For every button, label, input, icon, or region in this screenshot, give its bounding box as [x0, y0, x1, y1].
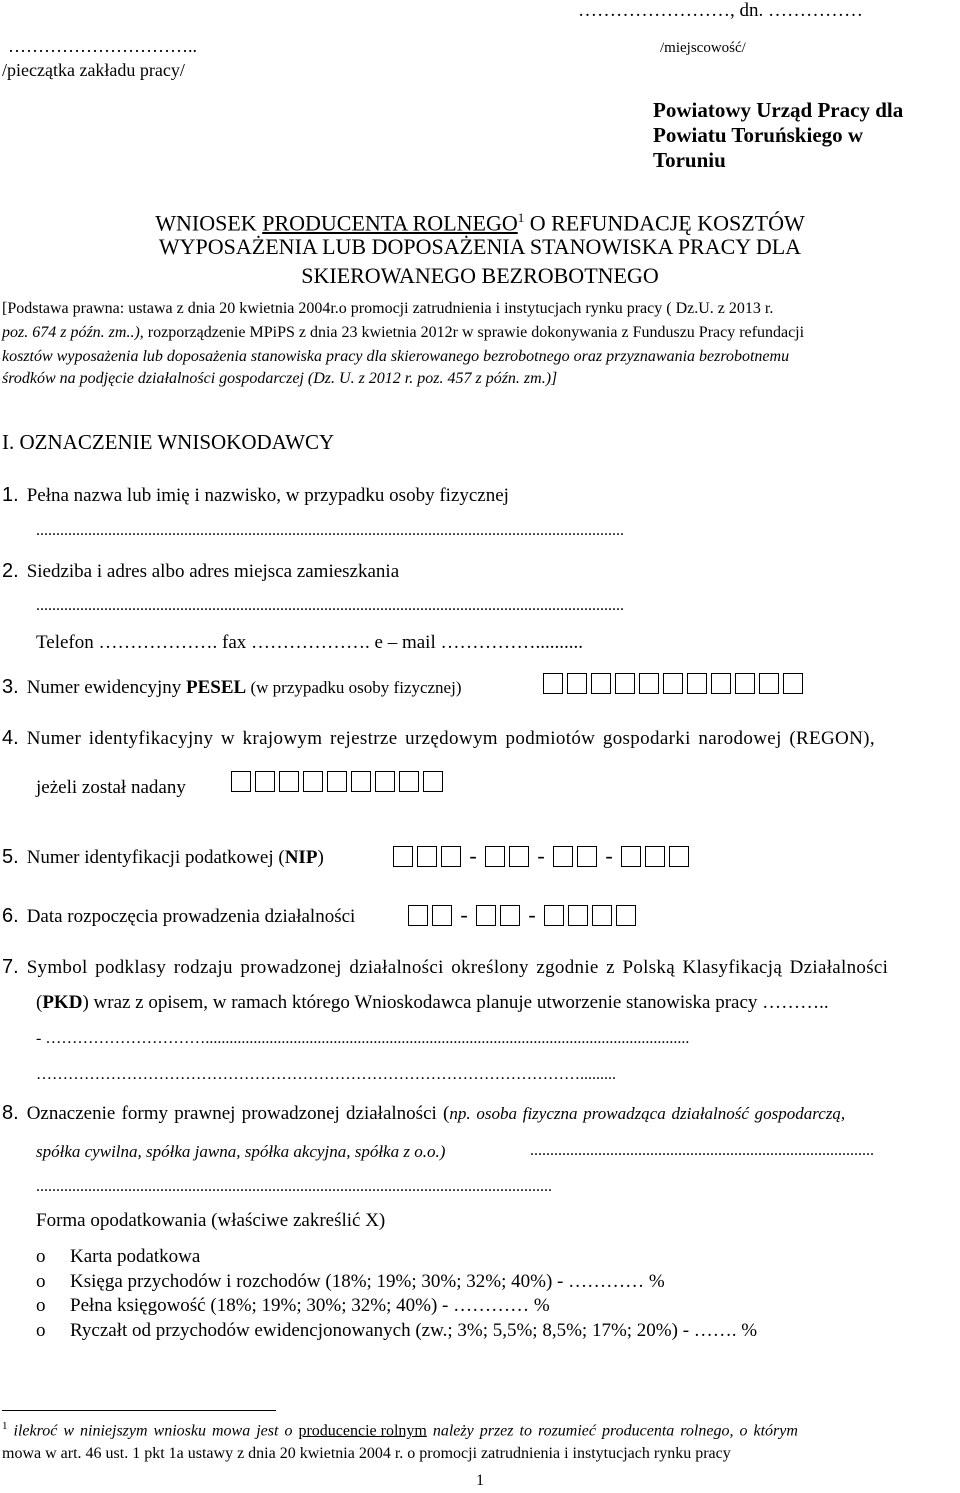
option-bullet[interactable]: o: [36, 1246, 46, 1267]
item-8-fill-line-2[interactable]: .................................................................................................................................: [36, 1178, 552, 1195]
item-1-label: [2, 484, 509, 507]
legal-basis-line-2: [2, 324, 804, 342]
item-4-label: [2, 727, 956, 750]
dash-separator: -: [460, 902, 468, 927]
digit-box[interactable]: [759, 673, 779, 694]
item-5-label: [2, 846, 324, 869]
pkd-label: PKD: [42, 992, 83, 1013]
tax-option-card[interactable]: [36, 1245, 757, 1270]
item-8-text: Oznaczenie formy prawnej prowadzonej działalności (: [26, 1103, 450, 1124]
footnote-divider: [2, 1410, 276, 1411]
item-8-number: 8.: [2, 1102, 19, 1124]
option-bullet[interactable]: o: [36, 1270, 46, 1292]
legal-basis-line-4: środków na podjęcie działalności gospodarczej (Dz. U. z 2012 r. poz. 457 z późn. zm.)]: [2, 370, 558, 387]
item-8-label: [2, 1102, 956, 1125]
digit-box[interactable]: [375, 771, 395, 792]
item-4-text: Numer identyfikacyjny w krajowym rejestrze urzędowym podmiotów gospodarki narodowej (REGON),: [26, 728, 875, 749]
legal-basis-line-1: [Podstawa prawna: ustawa z dnia 20 kwietnia 2004r.o promocji zatrudnienia i instytucjach rynku pracy ( Dz.U. z 2013 r.: [2, 300, 774, 317]
item-6-label: [2, 905, 355, 928]
option-label: Pełna księgowość (18%; 19%; 30%; 32%; 40%) - ………… %: [70, 1295, 550, 1316]
dash-separator: -: [537, 843, 545, 868]
phone-label: Telefon: [36, 632, 94, 653]
item-3-label: [2, 676, 462, 699]
digit-box[interactable]: [616, 905, 636, 926]
digit-box[interactable]: [615, 673, 635, 694]
item-5-number: 5.: [2, 846, 19, 868]
tax-option-lump-sum[interactable]: [36, 1319, 757, 1344]
item-1-text: Pełna nazwa lub imię i nazwisko, w przypadku osoby fizycznej: [26, 485, 509, 506]
item-1-number: 1.: [2, 484, 19, 506]
item-4-text-cont: jeżeli został nadany: [36, 777, 186, 798]
digit-box[interactable]: [509, 846, 529, 867]
digit-box[interactable]: [327, 771, 347, 792]
item-2-fill-line[interactable]: ...................................................................................................................................................: [36, 597, 624, 614]
digit-box[interactable]: [553, 846, 573, 867]
digit-box[interactable]: [711, 673, 731, 694]
digit-box[interactable]: [645, 846, 665, 867]
item-7-line-2: [36, 992, 829, 1014]
digit-box[interactable]: [663, 673, 683, 694]
date-boxes[interactable]: [408, 902, 640, 928]
office-line-1: Powiatowy Urząd Pracy dla: [653, 98, 904, 122]
office-block: [653, 98, 903, 173]
item-3-number: 3.: [2, 676, 19, 698]
item-3-text: Numer ewidencyjny: [26, 677, 187, 698]
doc-title-line-2: WYPOSAŻENIA LUB DOPOSAŻENIA STANOWISKA PRACY DLA: [158, 234, 802, 259]
dash-separator: -: [605, 843, 613, 868]
item-7-fill-line-1[interactable]: - ………………………….........................................................................................................................: [36, 1030, 690, 1047]
item-3-note: (w przypadku osoby fizycznej): [246, 678, 462, 697]
title-part-a: WNIOSEK: [155, 210, 263, 236]
item-7-text: Symbol podklasy rodzaju prowadzonej działalności określony zgodnie z Polską Klasyfikacją Działalności: [26, 957, 889, 978]
stamp-label: /pieczątka zakładu pracy/: [2, 60, 185, 80]
digit-box[interactable]: [687, 673, 707, 694]
item-2-number: 2.: [2, 560, 19, 582]
legal-basis-italic: poz. 674 z późn. zm..),: [2, 324, 144, 341]
digit-box[interactable]: [543, 673, 563, 694]
item-2-label: [2, 560, 399, 583]
tax-options-list: [36, 1245, 757, 1343]
item-6-number: 6.: [2, 905, 19, 927]
item-7-text-cont: ) wraz z opisem, w ramach którego Wnioskodawca planuje utworzenie stanowiska pracy ………..: [82, 992, 829, 1013]
digit-box[interactable]: [544, 905, 564, 926]
fax-label: fax: [222, 632, 247, 653]
tax-option-full-accounting[interactable]: [36, 1294, 757, 1319]
office-line-2: Powiatu Toruńskiego w: [653, 123, 864, 147]
option-label: Księga przychodów i rozchodów (18%; 19%; 30%; 32%; 40%) - ………… %: [70, 1270, 665, 1292]
item-4-number: 4.: [2, 727, 19, 749]
item-8-example: np. osoba fizyczna prowadząca działalność gospodarczą,: [449, 1104, 846, 1123]
pesel-boxes[interactable]: [543, 673, 807, 694]
digit-box[interactable]: [231, 771, 251, 792]
nip-label: NIP: [284, 847, 318, 868]
digit-box[interactable]: [399, 771, 419, 792]
option-label: Karta podatkowa: [70, 1246, 201, 1267]
item-7-fill-line-2[interactable]: ………………………………………………………………………………………….........: [36, 1066, 616, 1083]
digit-box[interactable]: [591, 673, 611, 694]
item-7-number: 7.: [2, 956, 19, 978]
digit-box[interactable]: [568, 905, 588, 926]
tax-option-revenue-book[interactable]: [36, 1270, 757, 1295]
digit-box[interactable]: [639, 673, 659, 694]
item-8-examples-cont: spółka cywilna, spółka jawna, spółka akcyjna, spółka z o.o.): [36, 1142, 446, 1161]
digit-box[interactable]: [255, 771, 275, 792]
digit-box[interactable]: [408, 905, 428, 926]
item-5-close: ): [317, 847, 324, 868]
office-line-3: Toruniu: [653, 148, 726, 172]
option-bullet[interactable]: o: [36, 1319, 46, 1341]
digit-box[interactable]: [500, 905, 520, 926]
email-label: e – mail: [369, 632, 436, 653]
dash-separator: -: [469, 843, 477, 868]
option-bullet[interactable]: o: [36, 1295, 46, 1316]
footnote-term: producencie rolnym: [298, 1422, 427, 1440]
digit-box[interactable]: [485, 846, 505, 867]
digit-box[interactable]: [432, 905, 452, 926]
date-line: ……………………, dn. ……………: [578, 0, 863, 21]
place-label: /miejscowość/: [660, 40, 746, 56]
fax-field[interactable]: ……………….: [246, 632, 370, 653]
title-producer: PRODUCENTA ROLNEGO: [262, 210, 518, 236]
footnote-text-c: należy przez to rozumieć producenta rolnego, o którym: [426, 1422, 798, 1440]
dash-separator: -: [528, 902, 536, 927]
option-label: Ryczałt od przychodów ewidencjonowanych (zw.; 3%; 5,5%; 8,5%; 17%; 20%) - ……. %: [70, 1319, 758, 1341]
digit-box[interactable]: [621, 846, 641, 867]
regon-boxes[interactable]: [231, 771, 447, 792]
item-6-text: Data rozpoczęcia prowadzenia działalności: [26, 906, 356, 927]
footnote-marker: 1: [2, 1420, 8, 1432]
digit-box[interactable]: [441, 846, 461, 867]
page-number: 1: [476, 1472, 484, 1489]
title-footnote-ref: 1: [517, 210, 525, 225]
pesel-label: PESEL: [186, 677, 247, 698]
title-part-c: O REFUNDACJĘ KOSZTÓW: [524, 210, 805, 236]
phone-field[interactable]: ……………….: [93, 632, 223, 653]
footnote-line-2: mowa w art. 46 ust. 1 pkt 1a ustawy z dnia 20 kwietnia 2004 r. o promocji zatrudnienia i instytucjach rynku pracy: [2, 1445, 731, 1462]
tax-form-heading: Forma opodatkowania (właściwe zakreślić X): [36, 1210, 386, 1231]
digit-box[interactable]: [393, 846, 413, 867]
item-5-text: Numer identyfikacji podatkowej (: [26, 847, 285, 868]
contact-line: [36, 632, 583, 654]
digit-box[interactable]: [567, 673, 587, 694]
item-7-label: [2, 956, 956, 979]
section-heading: I. OZNACZENIE WNISOKODAWCY: [2, 430, 335, 454]
digit-box[interactable]: [351, 771, 371, 792]
email-field[interactable]: ……………..........: [435, 632, 583, 653]
stamp-dots: …………………………..: [8, 36, 197, 56]
item-1-fill-line[interactable]: ...................................................................................................................................................: [36, 522, 624, 539]
digit-box[interactable]: [577, 846, 597, 867]
digit-box[interactable]: [303, 771, 323, 792]
legal-basis-line-3: kosztów wyposażenia lub doposażenia stanowiska pracy dla skierowanego bezrobotnego oraz przyznawania bezrobotnemu: [2, 348, 790, 365]
footnote-text-a: ilekroć w niniejszym wniosku mowa jest o: [7, 1422, 299, 1440]
digit-box[interactable]: [592, 905, 612, 926]
digit-box[interactable]: [279, 771, 299, 792]
digit-box[interactable]: [417, 846, 437, 867]
nip-boxes[interactable]: [393, 843, 693, 869]
item-2-text: Siedziba i adres albo adres miejsca zamieszkania: [26, 561, 400, 582]
footnote-line-1: [2, 1420, 798, 1440]
item-7-paren: (: [36, 992, 43, 1013]
digit-box[interactable]: [423, 771, 443, 792]
digit-box[interactable]: [783, 673, 803, 694]
digit-box[interactable]: [735, 673, 755, 694]
item-8-fill-line-1[interactable]: ......................................................................................: [530, 1142, 874, 1159]
digit-box[interactable]: [669, 846, 689, 867]
legal-basis-rest: rozporządzenie MPiPS z dnia 23 kwietnia 2012r w sprawie dokonywania z Funduszu Pracy refundacji: [143, 324, 805, 341]
digit-box[interactable]: [476, 905, 496, 926]
doc-title-line-3: SKIEROWANEGO BEZROBOTNEGO: [301, 263, 659, 288]
